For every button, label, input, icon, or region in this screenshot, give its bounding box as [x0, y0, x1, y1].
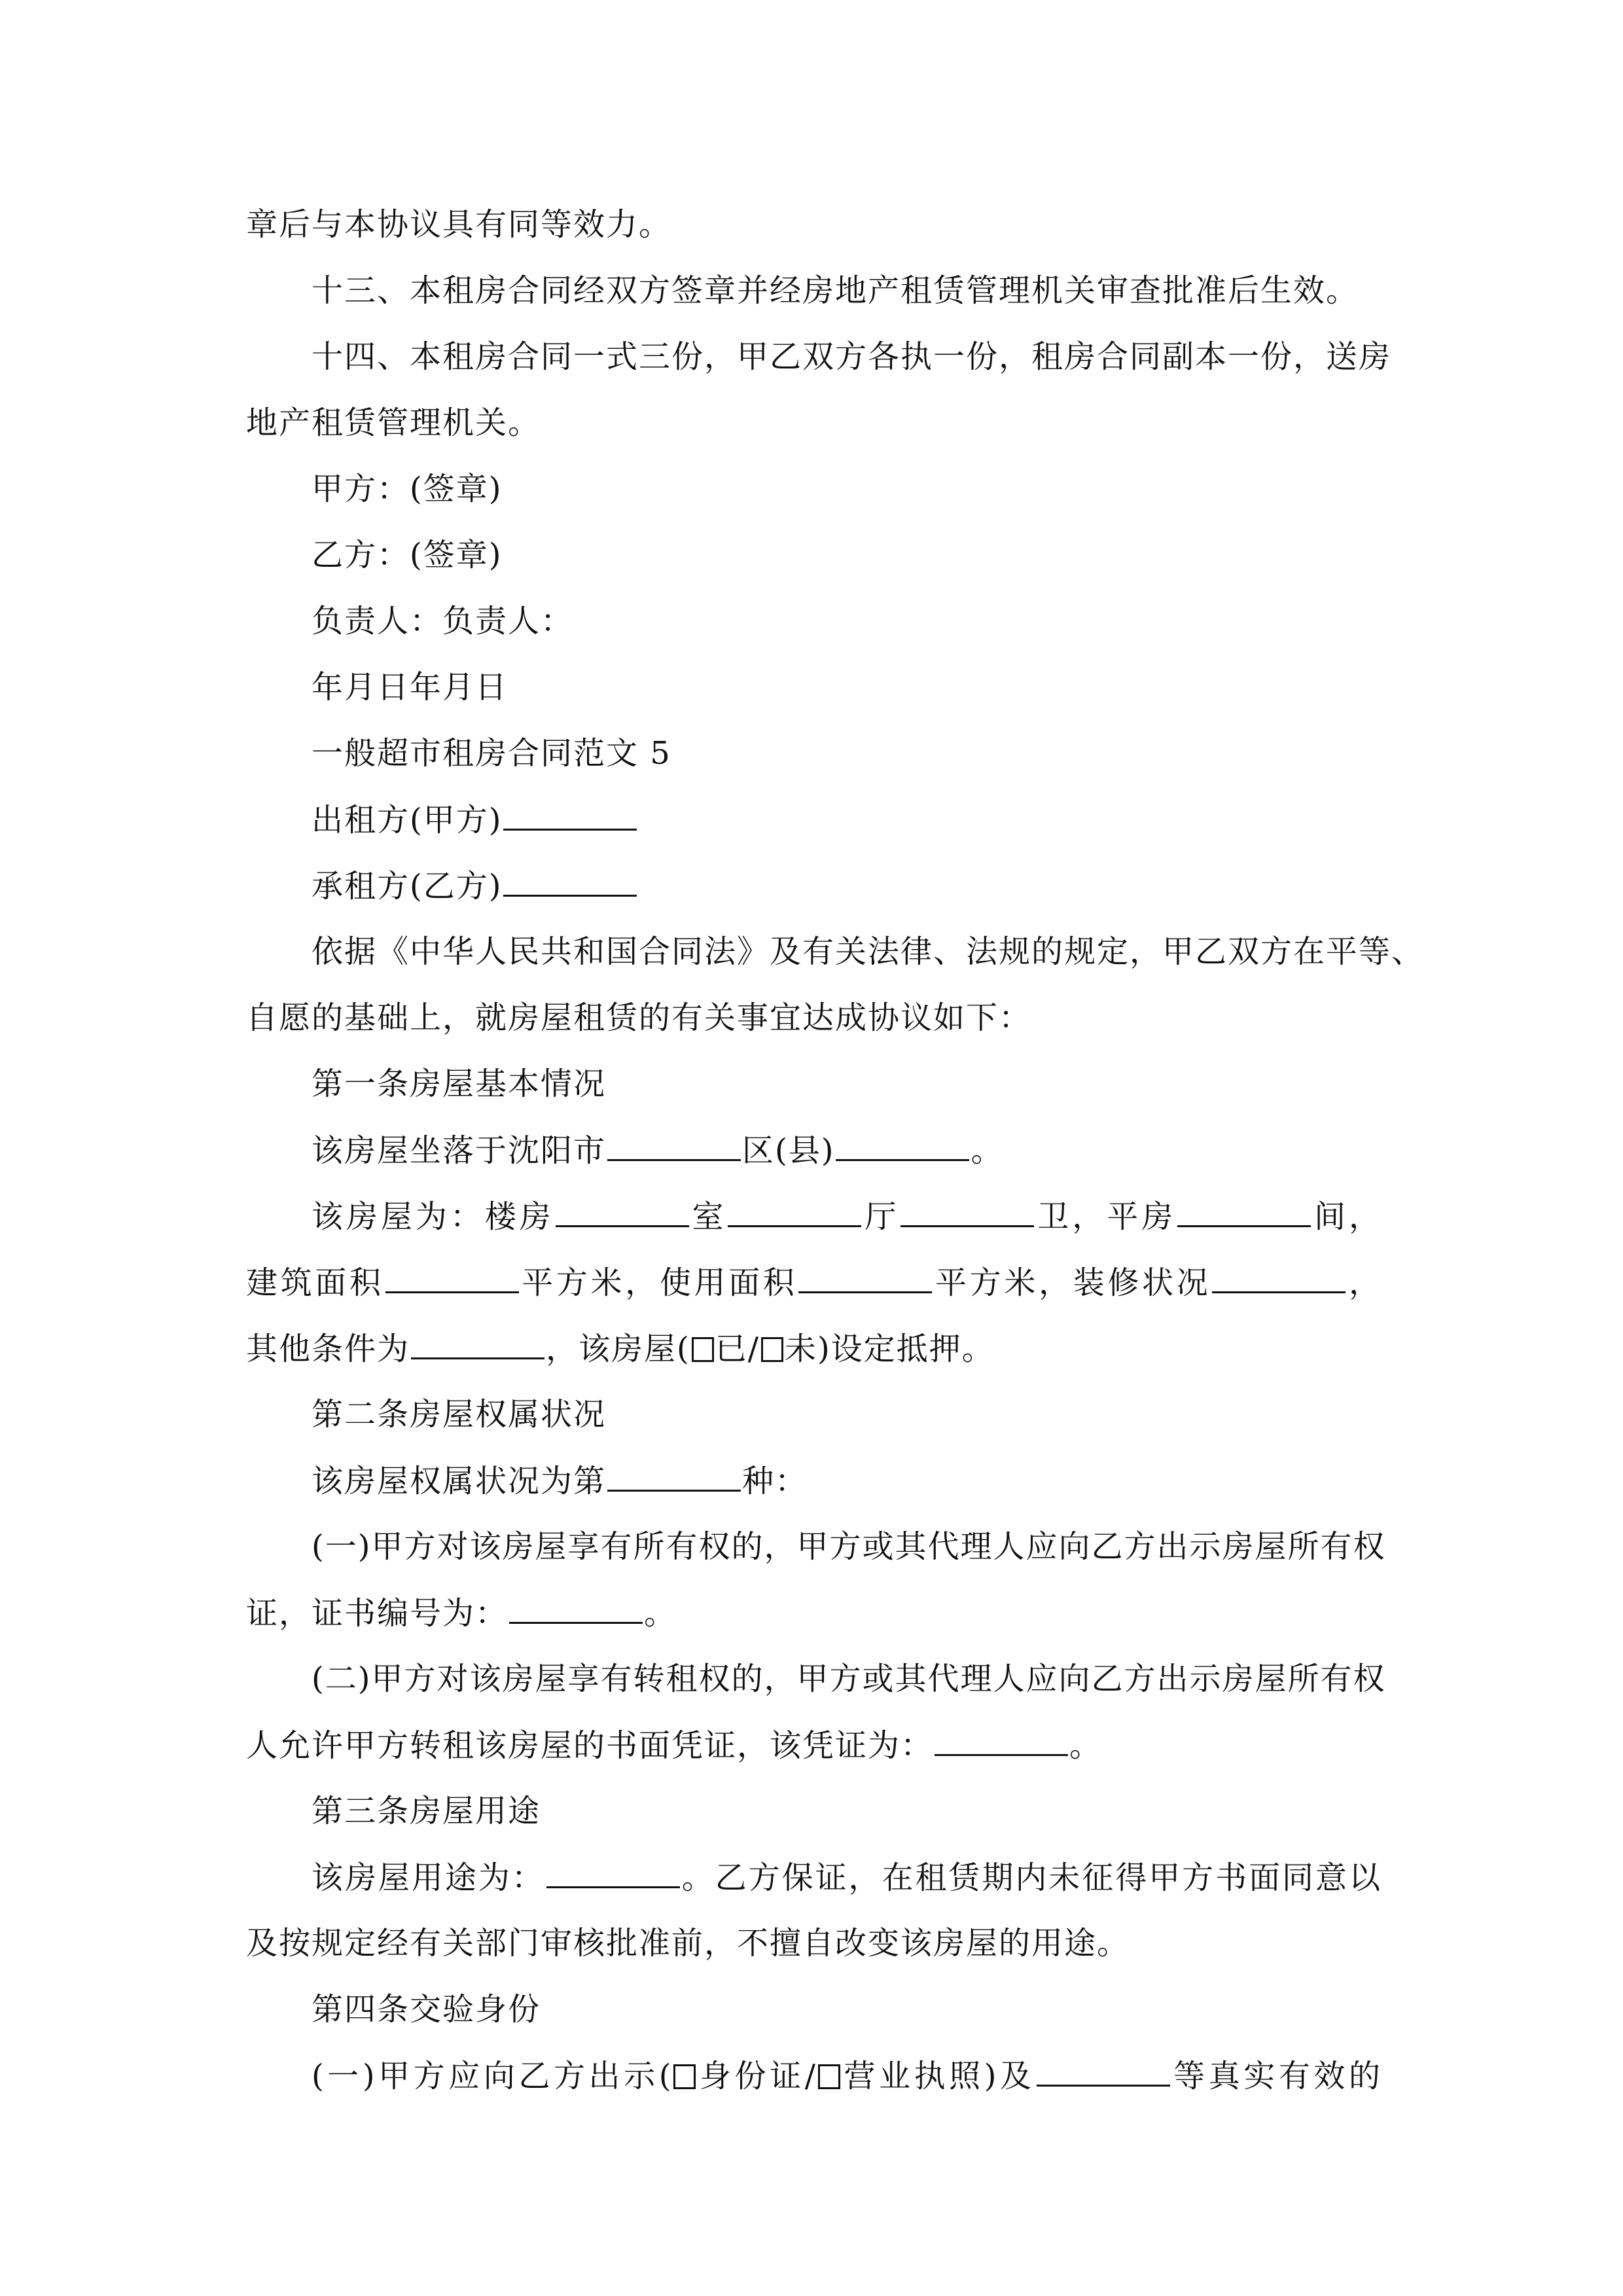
ownership-clause-2-line-1: (二)甲方对该房屋享有转租权的，甲方或其代理人应向乙方出示房屋所有权	[312, 1660, 1386, 1697]
article-1-heading: 第一条房屋基本情况	[312, 1066, 607, 1102]
fill-blank	[411, 1329, 544, 1359]
signature-dates: 年月日年月日	[312, 669, 508, 706]
fill-blank	[503, 866, 637, 897]
fill-blank	[836, 1130, 969, 1161]
mortgage-line: 其他条件为 ，该房屋( 已/ 未)设定抵押。	[246, 1329, 995, 1369]
area-line: 建筑面积 平方米，使用面积 平方米，装修状况 ，	[246, 1263, 1382, 1302]
paragraph-line: 章后与本协议具有同等效力。	[246, 206, 672, 243]
fill-blank	[1212, 1263, 1346, 1293]
section-title: 一般超市租房合同范文 5	[312, 735, 671, 772]
fill-blank	[798, 1263, 932, 1293]
usage-line-1: 该房屋用途为： 。乙方保证，在租赁期内未征得甲方书面同意以	[312, 1857, 1382, 1897]
lessee-line: 承租方(乙方)	[312, 866, 638, 906]
fill-blank	[546, 1857, 680, 1888]
fill-blank	[728, 1196, 861, 1227]
preamble-line-1: 依据《中华人民共和国合同法》及有关法律、法规的规定，甲乙双方在平等、	[312, 933, 1425, 970]
clause-14-line-2: 地产租赁管理机关。	[246, 404, 541, 441]
ownership-clause-2-line-2: 人允许甲方转租该房屋的书面凭证，该凭证为： 。	[246, 1725, 1102, 1765]
clause-14-line-1: 十四、本租房合同一式三份，甲乙双方各执一份，租房合同副本一份，送房	[312, 338, 1392, 375]
location-line: 该房屋坐落于沈阳市 区(县) 。	[312, 1130, 1004, 1170]
fill-blank	[935, 1725, 1068, 1756]
article-4-heading: 第四条交验身份	[312, 1991, 541, 2028]
clause-13: 十三、本租房合同经双方签章并经房地产租赁管理机关审查批准后生效。	[312, 272, 1359, 309]
party-b-signature: 乙方：(签章)	[312, 537, 503, 573]
fill-blank	[556, 1196, 689, 1227]
lessor-line: 出租方(甲方)	[312, 800, 638, 840]
article-3-heading: 第三条房屋用途	[312, 1793, 541, 1829]
responsible-persons: 负责人：负责人：	[312, 603, 574, 639]
fill-blank	[901, 1196, 1034, 1227]
fill-blank	[509, 1593, 643, 1624]
house-type-line: 该房屋为：楼房 室 厅 卫，平房 间，	[312, 1196, 1382, 1236]
party-a-signature: 甲方：(签章)	[312, 471, 503, 507]
checkbox-icon	[761, 1337, 783, 1362]
fill-blank	[1177, 1196, 1311, 1227]
fill-blank	[503, 800, 637, 831]
fill-blank	[607, 1130, 741, 1161]
article-2-heading: 第二条房屋权属状况	[312, 1396, 607, 1433]
checkbox-icon	[818, 2064, 840, 2089]
fill-blank	[607, 1461, 741, 1492]
fill-blank	[1037, 2056, 1170, 2087]
ownership-type-line: 该房屋权属状况为第 种：	[312, 1461, 808, 1501]
ownership-clause-1-line-2: 证，证书编号为： 。	[246, 1593, 677, 1633]
preamble-line-2: 自愿的基础上，就房屋租赁的有关事宜达成协议如下：	[246, 999, 1032, 1036]
identity-line: (一)甲方应向乙方出示( 身份证/ 营业执照)及 等真实有效的	[312, 2056, 1382, 2096]
fill-blank	[385, 1263, 519, 1293]
checkbox-icon	[673, 2064, 696, 2089]
usage-line-2: 及按规定经有关部门审核批准前，不擅自改变该房屋的用途。	[246, 1925, 1130, 1962]
checkbox-icon	[692, 1337, 714, 1362]
ownership-clause-1-line-1: (一)甲方对该房屋享有所有权的，甲方或其代理人应向乙方出示房屋所有权	[312, 1528, 1386, 1565]
